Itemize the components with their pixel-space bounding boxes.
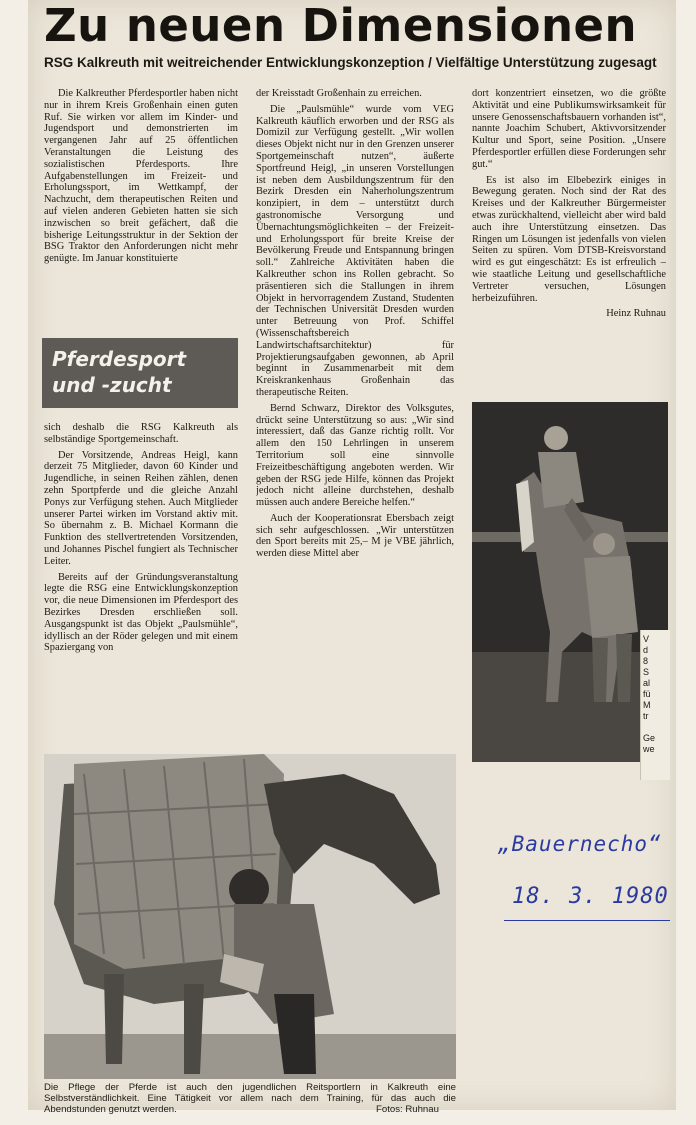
handwritten-underline bbox=[504, 920, 670, 921]
author-signature: Heinz Ruhnau bbox=[606, 308, 666, 320]
fragment-line bbox=[643, 722, 668, 733]
fragment-line: V bbox=[643, 634, 650, 644]
fragment-line: al bbox=[643, 678, 651, 688]
paragraph: Der Vorsitzende, Andreas Heigl, kann derzeit 75 Mitglieder, davon 60 Kinder und Jugendliche, in seinen Reihen zählen, denen zehn Sportpferde und die gleiche Anzahl Ponys zur Verfügung stehen. Auch Mitglieder unserer Partei wirken im Vorstand aktiv mit. So übernahm z. B. Michael Kormann die Funktion des stellvertretenden Vorsitzenden, und Johannes Pischel fungiert als Technischer Leiter. bbox=[44, 449, 238, 567]
photo-horse-care bbox=[44, 754, 456, 1079]
photo-caption: Die Pflege der Pferde ist auch den jugendlichen Reitsportlern in Kalkreuth eine Selbstverständlichkeit. Eine Tätigkeit vor allem nach dem Training, für das auch die Abendstunden genutzt werden. bbox=[44, 1082, 456, 1116]
fragment-line: we bbox=[643, 744, 655, 754]
fragment-line: d bbox=[643, 645, 649, 655]
fragment-line: Ge bbox=[643, 733, 656, 743]
column-1-top bbox=[44, 88, 238, 328]
headline: Zu neuen Dimensionen bbox=[44, 0, 638, 52]
section-heading-line1: Pferdesport bbox=[52, 347, 187, 371]
paragraph: sich deshalb die RSG Kalkreuth als selbständige Sportgemeinschaft. bbox=[44, 422, 238, 445]
column-3 bbox=[472, 88, 666, 388]
paragraph: der Kreisstadt Großenhain zu erreichen. bbox=[256, 88, 422, 99]
photo-rider-image bbox=[472, 402, 668, 762]
fragment-line: S bbox=[643, 667, 650, 677]
photo-credit: Fotos: Ruhnau bbox=[376, 1104, 439, 1115]
handwritten-source: „Bauernecho“ bbox=[498, 832, 662, 856]
section-heading-line2: und -zucht bbox=[52, 373, 172, 397]
paragraph: Die „Paulsmühle“ wurde vom VEG Kalkreuth käuflich erworben und der RSG als Domizil zur Verfügung gestellt. „Wir wollen dieses Objekt nicht nur in den Grenzen unserer Sportgemeinschaft nutzen“, äußerte Sportfreund Heigl, „in unseren Vorstellungen ist neben dem Ausbildungszentrum für den Bezirk Dresden ein Naherholungszentrum konzipiert, in dem – unterstützt durch gastronomische Versorgung und Übernachtungsmöglichkeiten – der Freizeit- und Erholungssport für breite Kreise der Bevölkerung Freude und Entspannung bringen soll.“ Zahlreiche Aktivitäten haben die Kalkreuther schon ins Rollen gebracht. So präsentieren sich die Stallungen in ihrem Objekt in hervorragendem Zustand, Studenten der Technischen Universität Dresden wurden unter Betreuung von Prof. Schiffel (Wissenschaftsbereich Landwirtschaftsarchitektur) für Projektierungsaufgaben gewonnen, ab April beginnt in Zusammenarbeit mit dem Kreiskrankenhaus Großenhain das therapeutische Reiten. bbox=[256, 103, 454, 398]
paragraph: Die Kalkreuther Pferdesportler haben nicht nur in ihrem Kreis Großenhain einen guten Ruf. Sie wirken vor allem im Kinder- und Jugendsport und demonstrierten im vergangenen Jahr auf 25 öffentlichen Veranstaltungen die Leistung des sozialistischen Pferdesports. Ihre Aufgabenstellungen im Freizeit- und Erholungssport, im Wettkampf, der Nachzucht, dem therapeutischen Reiten und auf vielen anderen Gebieten hatten sie sich inzwischen so breit gefächert, daß die bisherige Leitungsstruktur in der Sektion der BSG Traktor den Anforderungen nicht mehr genügte. Im Januar konstituierte bbox=[44, 88, 238, 265]
column-1-bottom bbox=[44, 422, 238, 740]
fragment-line: 8 bbox=[643, 656, 649, 666]
paragraph: Auch der Kooperationsrat Ebersbach zeigt sich sehr aufgeschlossen. „Wir unterstützen den Sport bereits mit 25,– M je VBE jährlich, werden diese Mittel aber bbox=[256, 512, 454, 560]
section-heading-box bbox=[42, 338, 238, 408]
paragraph: dort konzentriert einsetzen, wo die größte Aktivität und eine Publikumswirksamkeit für unsere Genossenschaftsbauern vorhanden ist“, nannte Joachim Schubert, Aktivvorsitzender Kultur und Sport, seine Position. „Unsere Pferdesportler erfüllen diese Forderungen sehr gut.“ bbox=[472, 88, 666, 170]
column-2 bbox=[256, 88, 454, 740]
handwritten-date: 18. 3. 1980 bbox=[512, 884, 669, 909]
paragraph: Bereits auf der Gründungsveranstaltung legte die RSG eine Entwicklungskonzeption vor, die neue Dimensionen im Pferdesport des Bezirkes Dresden erschließen soll. Ausgangspunkt ist das Objekt „Paulsmühle“, idyllisch an der Röder gelegen und mit einem Spaziergang von bbox=[44, 571, 238, 654]
subheadline: RSG Kalkreuth mit weitreichender Entwicklungskonzeption / Vielfältige Unterstützung zugesagt bbox=[44, 55, 657, 70]
fragment-line: M bbox=[643, 700, 651, 710]
fragment-line: fü bbox=[643, 689, 651, 699]
fragment-line: tr bbox=[643, 711, 649, 721]
paragraph: Bernd Schwarz, Direktor des Volksgutes, drückt seine Unterstützung so aus: „Wir sind interessiert, daß das Ganze richtig rollt. Vor allem den 150 Lehrlingen in unserem Territorium soll eine sinnvolle Freizeitbeschäftigung angeboten werden. Wir geben der RSG jede Hilfe, können das Projekt jedoch nicht alleine durchstehen, deshalb müssen auch andere Bereiche helfen.“ bbox=[256, 402, 454, 509]
photo-horse-care-image bbox=[44, 754, 456, 1079]
photo-rider-and-horse bbox=[472, 402, 668, 762]
adjacent-article-fragment bbox=[640, 630, 670, 780]
paragraph: Es ist also im Elbebezirk einiges in Bewegung geraten. Noch sind der Rat des Kreises und der Kalkreuther Bürgermeister etwas zurückhaltend, vielleicht aber wird bald auch ihre Unterstützung einsetzen. Das Ringen um Lösungen ist jedenfalls von vielen Seiten zu spüren. Vom DTSB-Kreisvorstand wird es gut eingeschätzt: Es ist erfreulich – wie staatliche Leitung und gesellschaftliche Vertreter versuchen, Lösungen herbeizuführen. bbox=[472, 174, 666, 304]
